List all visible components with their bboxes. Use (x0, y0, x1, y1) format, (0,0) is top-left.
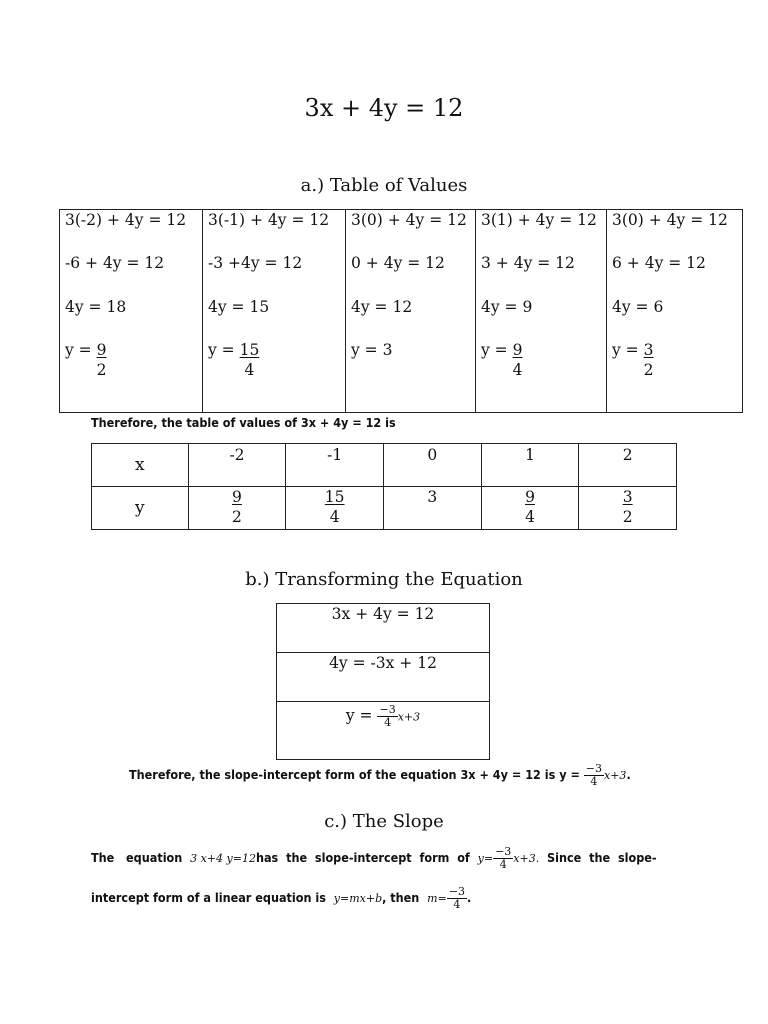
work-line: 3 + 4y = 12 (481, 254, 575, 272)
y-cell (286, 487, 384, 530)
work-table (59, 209, 743, 413)
fraction: $\frac{-3}{4}$ (379, 703, 396, 729)
y-cell (481, 487, 579, 530)
transform-step: y = $\frac{-3}{4}$ x+3 (277, 702, 490, 760)
x-cell: -1 (286, 444, 384, 487)
fraction: $\frac{9}{4}$ (525, 488, 535, 526)
slope-intercept-note: Therefore, the slope-intercept form of the equation 3x + 4y = 12 is y = $\frac{-3}{4}$ x+3. (129, 762, 631, 788)
table-row (277, 653, 490, 702)
section-b-heading: b.) Transforming the Equation (245, 569, 523, 590)
work-line: 4y = 9 (481, 297, 533, 316)
fraction: $\frac{-3}{4}$ (448, 885, 466, 911)
work-line: 4y = 15 (208, 297, 270, 316)
fraction: $\frac{3}{2}$ (643, 341, 654, 379)
work-column (346, 210, 476, 413)
work-line: -3 +4y = 12 (208, 254, 303, 272)
work-line: 3(-1) + 4y = 12 (208, 211, 330, 229)
table-row (277, 702, 490, 760)
work-column (203, 210, 346, 413)
fraction: $\frac{3}{2}$ (622, 488, 633, 526)
page-title: 3x + 4y = 12 (304, 94, 464, 122)
y-cell: 3 (384, 487, 482, 530)
work-line: 3(1) + 4y = 12 (481, 211, 597, 229)
x-cell: 2 (579, 444, 677, 487)
work-line: 4y = 6 (612, 297, 664, 316)
transform-table (276, 603, 490, 760)
x-cell: 0 (384, 444, 482, 487)
fraction: $\frac{15}{4}$ (239, 341, 260, 379)
transform-step: 3x + 4y = 12 (277, 604, 490, 653)
work-line: y = 3 (351, 341, 393, 359)
fraction: $\frac{-3}{4}$ (495, 845, 512, 871)
table-row (277, 604, 490, 653)
work-line: 4y = 12 (351, 297, 413, 316)
section-c-heading: c.) The Slope (324, 811, 444, 832)
fraction: $\frac{9}{2}$ (232, 488, 242, 526)
table-row (92, 444, 677, 487)
work-column (60, 210, 203, 413)
slope-paragraph-line-2: intercept form of a linear equation is y=mx+b, then m= $\frac{-3}{4}$ . (91, 885, 472, 911)
table-note: Therefore, the table of values of 3x + 4y = 12 is (91, 415, 396, 430)
x-cell: 1 (481, 444, 579, 487)
work-column (607, 210, 743, 413)
work-line: y = $\frac{9}{4}$ (481, 341, 523, 379)
slope-paragraph-line-1: The equation 3 x+4 y=12has the slope-intercept form of y= $\frac{-3}{4}$ x+3. Since the slope- (91, 845, 657, 871)
work-line: 0 + 4y = 12 (351, 254, 445, 272)
work-line: 3(-2) + 4y = 12 (65, 211, 187, 229)
work-line: y = $\frac{15}{4}$ (208, 341, 260, 379)
work-line: y = $\frac{9}{2}$ (65, 341, 107, 379)
transform-step: 4y = -3x + 12 (277, 653, 490, 702)
work-line: y = $\frac{3}{2}$ (612, 341, 654, 379)
section-a-heading: a.) Table of Values (300, 175, 468, 196)
fraction: $\frac{9}{2}$ (96, 341, 107, 379)
work-line: 3(0) + 4y = 12 (351, 211, 467, 229)
work-line: -6 + 4y = 12 (65, 254, 165, 272)
values-table (91, 443, 677, 530)
y-header: y (92, 487, 189, 530)
work-line: 3(0) + 4y = 12 (612, 211, 728, 229)
fraction: $\frac{9}{4}$ (512, 341, 523, 379)
table-row (92, 487, 677, 530)
fraction: $\frac{-3}{4}$ (585, 762, 603, 788)
fraction: $\frac{15}{4}$ (324, 488, 345, 526)
work-line: 4y = 18 (65, 297, 127, 316)
work-line: 6 + 4y = 12 (612, 254, 706, 272)
work-column (476, 210, 607, 413)
y-cell (579, 487, 677, 530)
y-cell (188, 487, 286, 530)
x-cell: -2 (188, 444, 286, 487)
x-header: x (92, 444, 189, 487)
